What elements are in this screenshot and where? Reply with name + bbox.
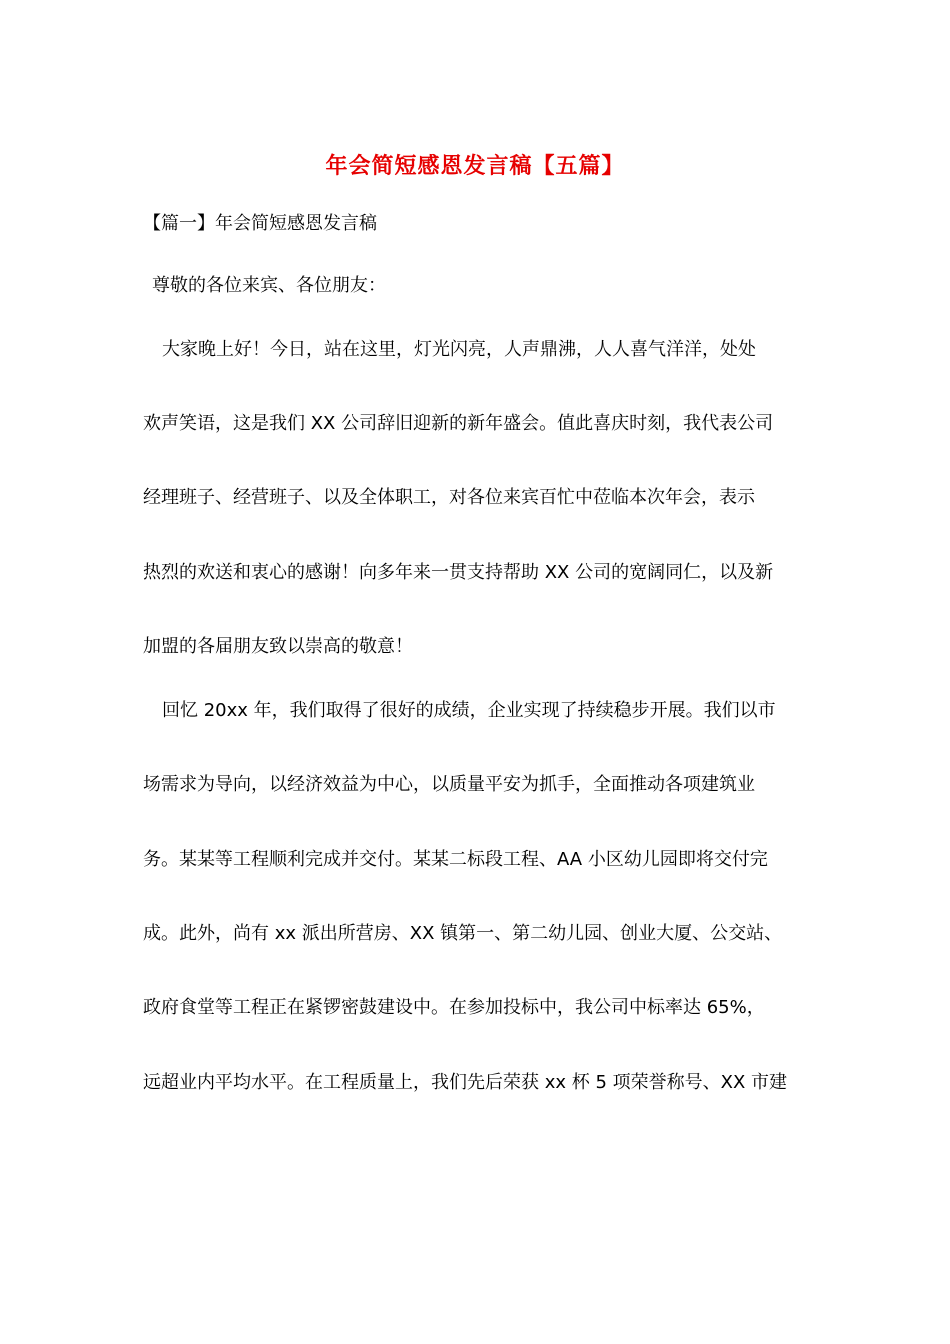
paragraph-line: 大家晚上好！今日，站在这里，灯光闪亮，人声鼎沸，人人喜气洋洋，处处: [162, 339, 756, 360]
paragraph-line: 欢声笑语，这是我们 XX 公司辞旧迎新的新年盛会。值此喜庆时刻，我代表公司: [143, 413, 774, 434]
paragraph-line: 成。此外，尚有 xx 派出所营房、XX 镇第一、第二幼儿园、创业大厦、公交站、: [143, 923, 783, 944]
paragraph-line: 热烈的欢送和衷心的感谢！向多年来一贯支持帮助 XX 公司的宽阔同仁，以及新: [143, 562, 774, 583]
paragraph-line: 回忆 20xx 年，我们取得了很好的成绩，企业实现了持续稳步开展。我们以市: [162, 700, 776, 721]
paragraph-line: 政府食堂等工程正在紧锣密鼓建设中。在参加投标中，我公司中标率达 65%，: [143, 997, 765, 1018]
salutation: 尊敬的各位来宾、各位朋友：: [152, 275, 386, 296]
paragraph-line: 远超业内平均水平。在工程质量上，我们先后荣获 xx 杯 5 项荣誉称号、XX 市建: [143, 1072, 788, 1093]
paragraph-line: 务。某某等工程顺利完成并交付。某某二标段工程、AA 小区幼儿园即将交付完: [143, 849, 768, 870]
paragraph-line: 场需求为导向，以经济效益为中心，以质量平安为抓手，全面推动各项建筑业: [143, 774, 755, 795]
paragraph-line: 经理班子、经营班子、以及全体职工，对各位来宾百忙中莅临本次年会，表示: [143, 487, 755, 508]
section-heading: 【篇一】年会简短感恩发言稿: [143, 213, 377, 234]
document-title: 年会简短感恩发言稿【五篇】: [325, 154, 625, 179]
paragraph-line: 加盟的各届朋友致以崇高的敬意！: [143, 636, 413, 657]
